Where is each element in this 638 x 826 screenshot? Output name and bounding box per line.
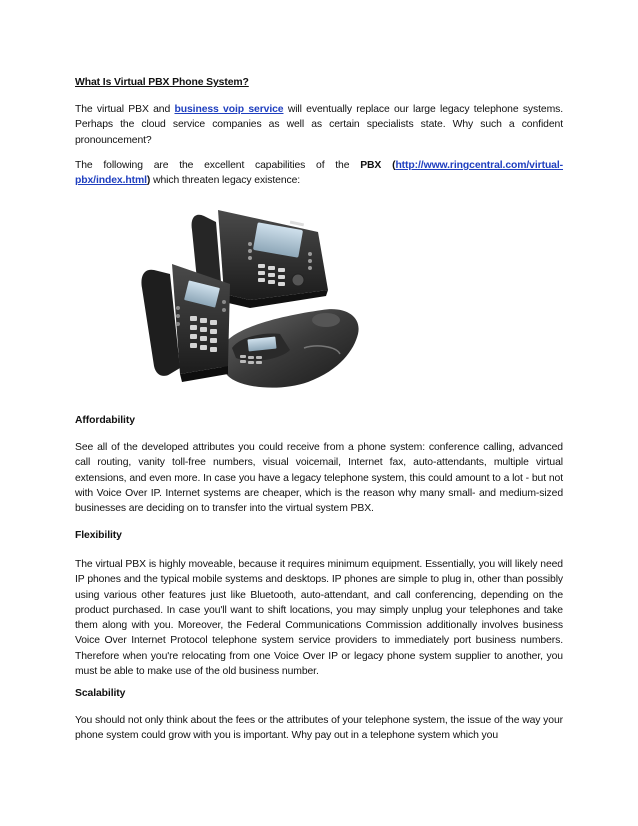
ip-phones-image xyxy=(140,198,366,396)
business-voip-service-link[interactable]: business voip service xyxy=(174,104,284,115)
front-desk-phone xyxy=(142,264,231,382)
ringcentral-url-link[interactable]: http://www.ringcentral.com/virtual-pbx/index.html xyxy=(75,160,564,187)
scalability-paragraph: You should not only think about the fees or the attributes of your telephone system, the issue of the way your phone system could grow with you is important. Why pay out in a telephone system which you xyxy=(75,715,563,742)
capabilities-text-after: which threaten legacy existence: xyxy=(150,175,301,187)
scalability-heading: Scalability xyxy=(75,688,126,699)
capabilities-paragraph xyxy=(75,158,563,189)
flexibility-paragraph: The virtual PBX is highly moveable, because it requires minimum equipment. Essentially, you will likely need IP phones and the typical mobile systems and desktops. IP phones are simple to plug in, other than possibly using various other features just like Bluetooth, auto-attendant, and call conferencing, depending on the product purchased. In case you'll want to shift locations, you may simply unplug your telephones and take them along with you. Moreover, the Federal Communications Commission additionally involves business Voice Over Internet Protocol telephone system service providers to immediately port business numbers. Therefore when you're relocating from one Voice Over IP or legacy phone system supplier to another, you must be able to make use of the old business number. xyxy=(75,559,563,678)
open-paren: ( xyxy=(381,160,396,171)
close-paren: ) xyxy=(146,175,151,187)
flexibility-heading: Flexibility xyxy=(75,530,122,541)
affordability-paragraph: See all of the developed attributes you could receive from a phone system: conference calling, advanced call routing, vanity toll-free numbers, visual voicemail, Internet fax, auto-attendants, multiple virtual extensions, and even more. In case you have a legacy telephone system, this could amount to a lot - but not with Voice Over IP. Internet systems are cheaper, which is the reason why many small- and medium-sized businesses are deciding on to transfer into the virtual system PBX. xyxy=(75,442,563,515)
intro-text-after: will eventually replace our large legacy telephone systems. Perhaps the cloud service companies as well as certain specialists state. Why such a confident pronouncement? xyxy=(75,104,564,146)
intro-text-before: The virtual PBX and xyxy=(75,104,175,115)
conference-phone xyxy=(220,309,359,388)
pbx-label: PBX xyxy=(360,160,382,171)
capabilities-text-before: The following are the excellent capabilities of the xyxy=(75,160,361,171)
affordability-heading: Affordability xyxy=(75,415,135,426)
page-title: What Is Virtual PBX Phone System? xyxy=(75,77,249,88)
intro-paragraph xyxy=(75,102,563,148)
